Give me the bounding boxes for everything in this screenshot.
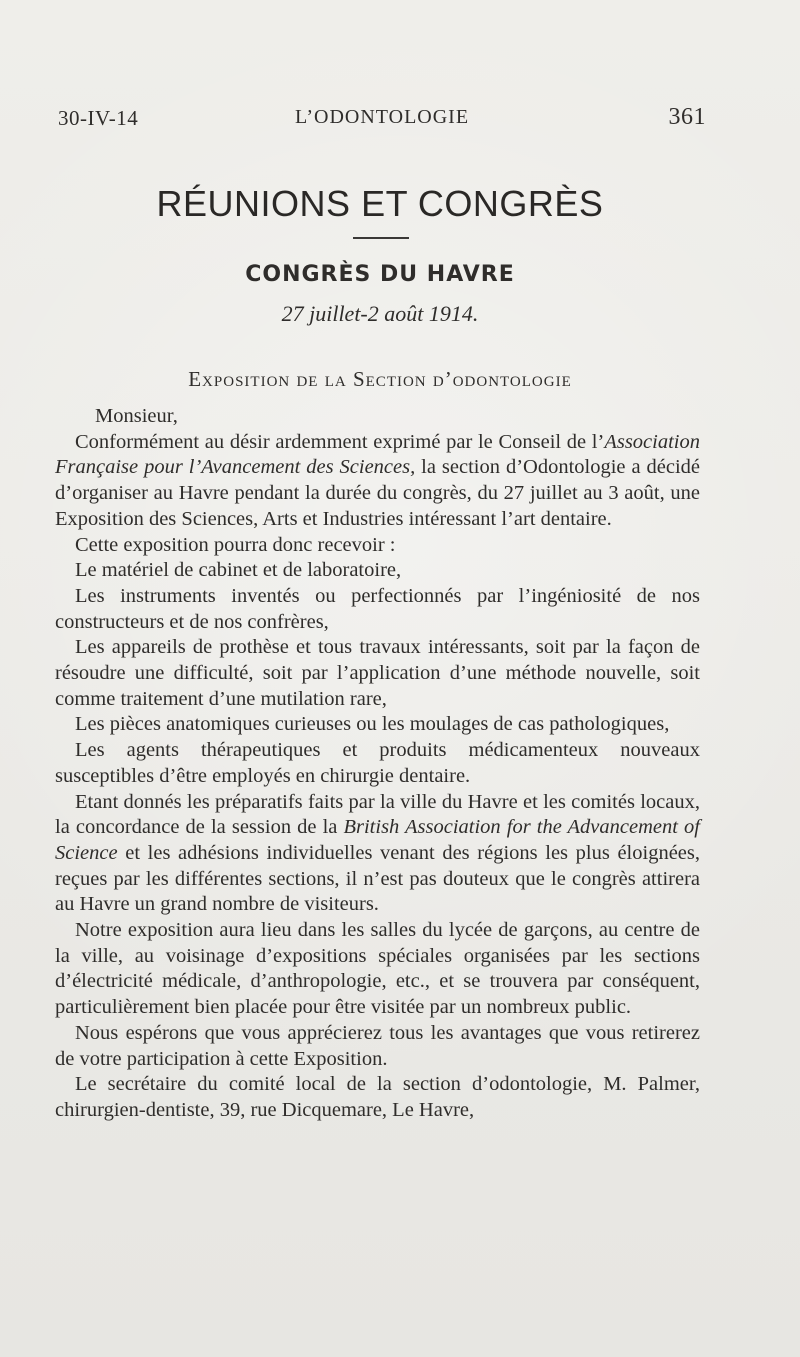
paragraph — [55, 790, 700, 919]
paragraph: Le secrétaire du comité local de la section d’odontologie, M. Palmer, chirurgien-dentiste, 39, rue Dicquemare, Le Havre, — [55, 1073, 700, 1121]
paragraph: Le matériel de cabinet et de laboratoire, — [75, 559, 402, 582]
paragraph: Les agents thérapeutiques et produits médicamenteux nouveaux susceptibles d’être employés en chirurgie dentaire. — [55, 739, 700, 787]
paragraph — [55, 430, 700, 533]
issue-date: 30-IV-14 — [58, 106, 139, 130]
paragraph: Les pièces anatomiques curieuses ou les moulages de cas pathologiques, — [75, 713, 670, 736]
paragraph: Les appareils de prothèse et tous travaux intéressants, soit par la façon de résoudre une difficulté, soit par l’application d’une méthode nouvelle, soit comme traitement d’une mutilation rare, — [55, 636, 700, 710]
paragraph-text: Etant donnés les préparatifs faits par la ville du Havre et les comités locaux, la concordance de la session de la — [55, 790, 700, 839]
paragraph-text: Conformément au désir ardemment exprimé par le Conseil de l’ — [75, 430, 605, 453]
journal-title: L’ODONTOLOGIE — [294, 106, 470, 128]
running-head — [58, 106, 706, 138]
article-body — [55, 404, 700, 1124]
paragraph-text: la section d’Odontologie a décidé d’organiser au Havre pendant la durée du congrès, du 27 juillet au 3 août, une Exposition des Sciences, Arts et Industries intéressant l’art dentaire. — [55, 456, 700, 530]
section-heading: Exposition de la Section d’odontologie — [188, 367, 572, 391]
british-association-name: British Association for the Advancement of Science — [55, 816, 700, 864]
paragraph-text: et les adhésions individuelles venant des régions les plus éloignées, reçues par les différentes sections, il n’est pas douteux que le congrès attirera au Havre un grand nombre de visiteurs. — [55, 841, 700, 916]
salutation: Monsieur, — [95, 405, 178, 427]
paragraph: Notre exposition aura lieu dans les salles du lycée de garçons, au centre de la ville, au voisinage d’expositions spéciales organisées par les sections d’électricité médicale, d’anthropologie, etc., et se trouvera par conséquent, particulièrement bien placée pour être visitée par un nombreux public. — [55, 919, 700, 1019]
congress-date: 27 juillet-2 août 1914. — [281, 301, 479, 326]
paragraph: Cette exposition pourra donc recevoir : — [75, 533, 396, 556]
page-title: RÉUNIONS ET CONGRÈS — [156, 183, 604, 224]
association-name: Association Française pour l’Avancement des Sciences, — [55, 430, 700, 479]
paragraph: Nous espérons que vous apprécierez tous les avantages que vous retirerez de votre participation à cette Exposition. — [55, 1021, 700, 1070]
congress-title: CONGRÈS DU HAVRE — [245, 262, 515, 287]
paragraph: Les instruments inventés ou perfectionnés par l’ingéniosité de nos constructeurs et de nos confrères, — [55, 584, 700, 633]
page-number: 361 — [668, 104, 706, 130]
title-divider — [353, 237, 409, 239]
